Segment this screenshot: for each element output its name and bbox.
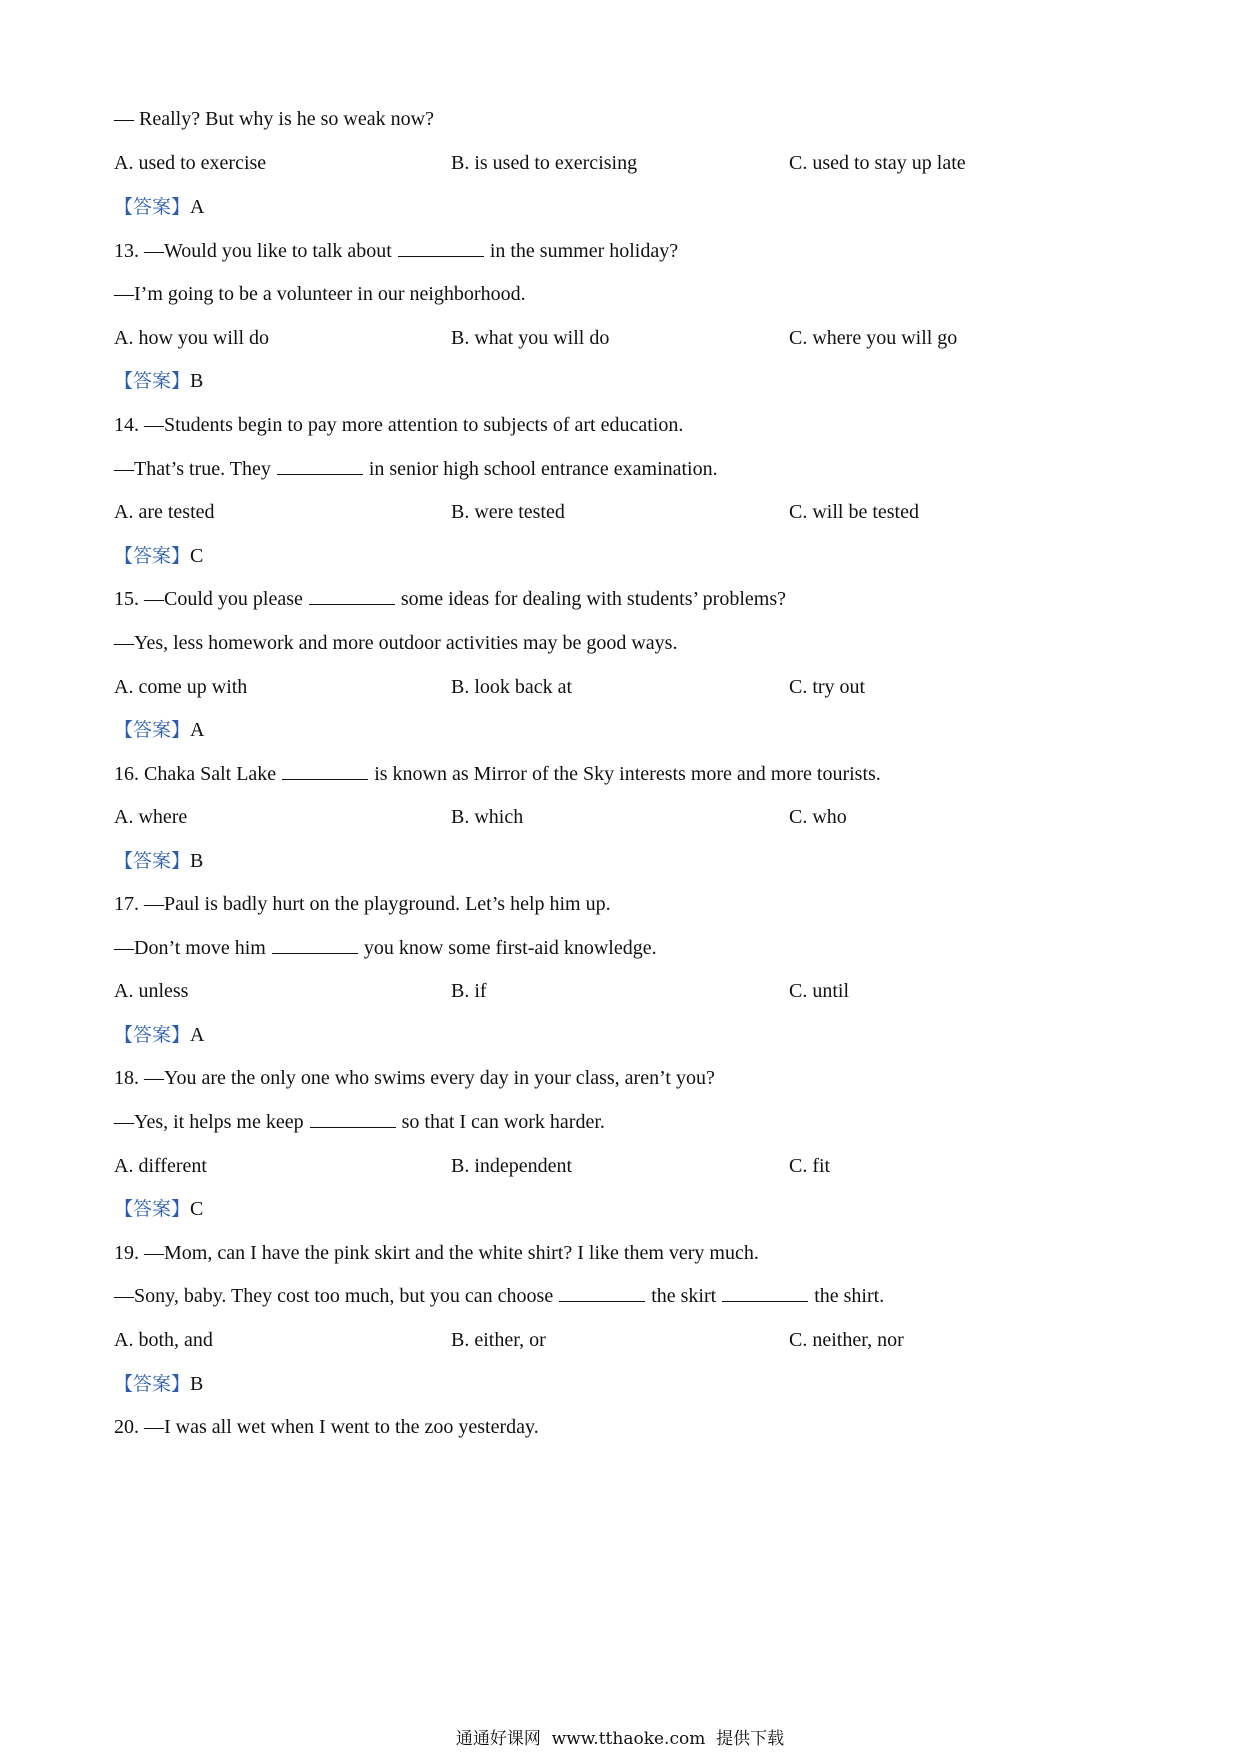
q12-option-c: C. used to stay up late (789, 152, 966, 174)
q16-prompt-after: is known as Mirror of the Sky interests more and more tourists. (374, 763, 881, 785)
answer-label: 【答案】 (114, 1198, 191, 1220)
answer-blank (272, 935, 358, 954)
q15-prompt-after: some ideas for dealing with students’ problems? (400, 588, 786, 610)
answer-label: 【答案】 (114, 545, 191, 567)
q20-prompt: 20. —I was all wet when I went to the zoo yesterday. (114, 1416, 539, 1438)
q18-option-a: A. different (114, 1155, 207, 1177)
q16-option-c: C. who (789, 806, 847, 828)
answer-label: 【答案】 (114, 850, 191, 872)
q14-option-a: A. are tested (114, 501, 215, 523)
q13-answer (114, 367, 203, 395)
q16-option-a: A. where (114, 806, 188, 828)
q18-option-b: B. independent (451, 1155, 573, 1177)
q17-prompt: 17. —Paul is badly hurt on the playground. Let’s help him up. (114, 893, 611, 915)
q18-option-c: C. fit (789, 1155, 831, 1177)
answer-label: 【答案】 (114, 1024, 191, 1046)
q17-option-a: A. unless (114, 980, 189, 1002)
q13-option-a: A. how you will do (114, 327, 269, 349)
q12-response: — Really? But why is he so weak now? (114, 108, 434, 130)
q16-option-b: B. which (451, 806, 524, 828)
answer-value: C (190, 545, 204, 567)
answer-value: A (190, 719, 205, 741)
q15-prompt (114, 585, 786, 613)
q12-option-a: A. used to exercise (114, 152, 267, 174)
q16-prompt (114, 760, 881, 788)
q14-response (114, 455, 718, 483)
q13-option-c: C. where you will go (789, 327, 958, 349)
q18-answer (114, 1195, 203, 1223)
q19-option-a: A. both, and (114, 1329, 213, 1351)
answer-value: A (190, 196, 205, 218)
q18-response-after: so that I can work harder. (401, 1111, 605, 1133)
q18-response-before: —Yes, it helps me keep (114, 1111, 304, 1133)
q19-option-c: C. neither, nor (789, 1329, 904, 1351)
q12-answer (114, 193, 204, 221)
answer-label: 【答案】 (114, 1373, 191, 1395)
q19-response-part2: the skirt (651, 1285, 717, 1307)
answer-value: A (190, 1024, 205, 1046)
answer-label: 【答案】 (114, 370, 191, 392)
q15-option-c: C. try out (789, 676, 866, 698)
q16-answer (114, 847, 203, 875)
answer-blank (309, 586, 395, 605)
q14-answer (114, 542, 203, 570)
q15-prompt-before: 15. —Could you please (114, 588, 303, 610)
q14-response-after: in senior high school entrance examination. (368, 458, 718, 480)
answer-value: B (190, 1373, 204, 1395)
answer-blank (277, 456, 363, 475)
q15-answer (114, 716, 204, 744)
answer-blank (559, 1283, 645, 1302)
answer-value: C (190, 1198, 204, 1220)
q17-option-b: B. if (451, 980, 487, 1002)
answer-value: B (190, 370, 204, 392)
answer-blank (398, 238, 484, 257)
q19-option-b: B. either, or (451, 1329, 546, 1351)
answer-label: 【答案】 (114, 719, 191, 741)
q17-response (114, 934, 657, 962)
answer-blank (310, 1109, 396, 1128)
q13-option-b: B. what you will do (451, 327, 610, 349)
q12-option-b: B. is used to exercising (451, 152, 638, 174)
q18-response (114, 1108, 605, 1136)
answer-value: B (190, 850, 204, 872)
q16-prompt-before: 16. Chaka Salt Lake (114, 763, 277, 785)
answer-blank (282, 761, 368, 780)
q15-option-b: B. look back at (451, 676, 573, 698)
q17-response-after: you know some first-aid knowledge. (363, 937, 657, 959)
q15-response: —Yes, less homework and more outdoor activities may be good ways. (114, 632, 678, 654)
q14-option-b: B. were tested (451, 501, 565, 523)
q13-prompt-after: in the summer holiday? (489, 240, 679, 262)
q17-response-before: —Don’t move him (114, 937, 266, 959)
q19-prompt: 19. —Mom, can I have the pink skirt and the white shirt? I like them very much. (114, 1242, 759, 1264)
q19-response-part1: —Sony, baby. They cost too much, but you can choose (114, 1285, 554, 1307)
answer-label: 【答案】 (114, 196, 191, 218)
q13-prompt (114, 237, 678, 265)
q17-answer (114, 1021, 204, 1049)
q19-answer (114, 1370, 203, 1398)
q14-response-before: —That’s true. They (114, 458, 271, 480)
answer-blank (722, 1283, 808, 1302)
q19-response (114, 1282, 884, 1310)
q19-response-part3: the shirt. (814, 1285, 885, 1307)
q14-prompt: 14. —Students begin to pay more attention to subjects of art education. (114, 414, 684, 436)
q13-response: —I’m going to be a volunteer in our neighborhood. (114, 283, 526, 305)
q14-option-c: C. will be tested (789, 501, 919, 523)
q17-option-c: C. until (789, 980, 850, 1002)
q13-prompt-before: 13. —Would you like to talk about (114, 240, 392, 262)
page-footer: 通通好课网 www.tthaoke.com 提供下载 (455, 1729, 785, 1749)
q18-prompt: 18. —You are the only one who swims every day in your class, aren’t you? (114, 1067, 715, 1089)
q15-option-a: A. come up with (114, 676, 248, 698)
